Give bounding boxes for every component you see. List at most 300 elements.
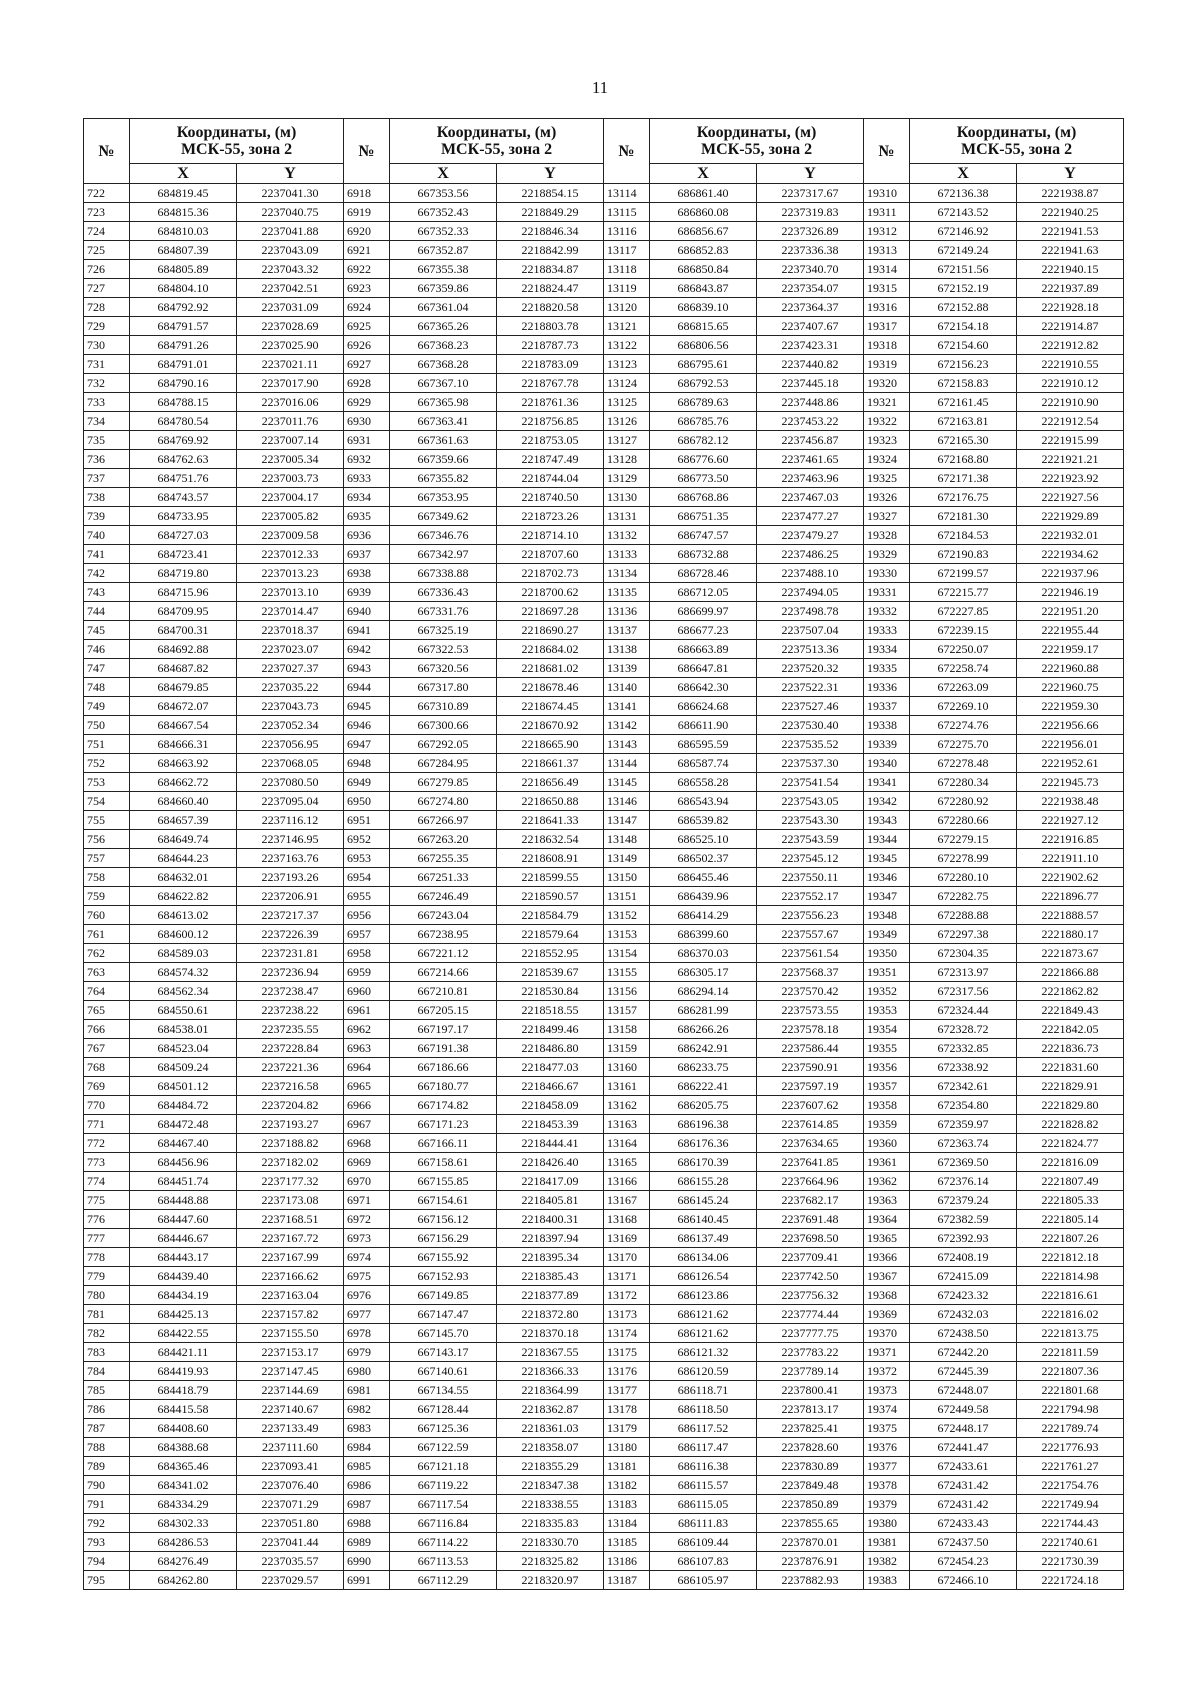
x-coordinate-cell: 667171.23 [390,1115,497,1134]
y-coordinate-cell: 2221940.15 [1017,260,1124,279]
x-coordinate-cell: 686121.62 [650,1305,757,1324]
column-header-x: X [910,164,1017,184]
y-coordinate-cell: 2218707.60 [497,545,604,564]
y-coordinate-cell: 2237461.65 [757,450,864,469]
column-header-x: X [390,164,497,184]
column-header-x: X [650,164,757,184]
point-number-cell: 761 [84,925,130,944]
point-number-cell: 13180 [604,1438,650,1457]
x-coordinate-cell: 684472.48 [130,1115,237,1134]
x-coordinate-cell: 686439.96 [650,887,757,906]
y-coordinate-cell: 2221896.77 [1017,887,1124,906]
y-coordinate-cell: 2221914.87 [1017,317,1124,336]
x-coordinate-cell: 672158.83 [910,374,1017,393]
x-coordinate-cell: 684467.40 [130,1134,237,1153]
y-coordinate-cell: 2221916.85 [1017,830,1124,849]
x-coordinate-cell: 686785.76 [650,412,757,431]
point-number-cell: 19334 [864,640,910,659]
y-coordinate-cell: 2221749.94 [1017,1495,1124,1514]
table-row [84,431,1124,450]
point-number-cell: 6945 [344,697,390,716]
point-number-cell: 727 [84,279,130,298]
y-coordinate-cell: 2237552.17 [757,887,864,906]
page-number: 11 [591,78,609,97]
column-header-x: X [130,164,237,184]
point-number-cell: 13155 [604,963,650,982]
table-row [84,1362,1124,1381]
point-number-cell: 19370 [864,1324,910,1343]
table-row [84,811,1124,830]
point-number-cell: 19335 [864,659,910,678]
point-number-cell: 729 [84,317,130,336]
x-coordinate-cell: 686266.26 [650,1020,757,1039]
point-number-cell: 6966 [344,1096,390,1115]
y-coordinate-cell: 2218364.99 [497,1381,604,1400]
x-coordinate-cell: 672342.61 [910,1077,1017,1096]
column-header-number: № [864,119,910,184]
x-coordinate-cell: 686399.60 [650,925,757,944]
y-coordinate-cell: 2237828.60 [757,1438,864,1457]
x-coordinate-cell: 672369.50 [910,1153,1017,1172]
y-coordinate-cell: 2237217.37 [237,906,344,925]
x-coordinate-cell: 686850.84 [650,260,757,279]
x-coordinate-cell: 686502.37 [650,849,757,868]
point-number-cell: 6925 [344,317,390,336]
x-coordinate-cell: 667113.53 [390,1552,497,1571]
x-coordinate-cell: 667197.17 [390,1020,497,1039]
y-coordinate-cell: 2237634.65 [757,1134,864,1153]
y-coordinate-cell: 2237023.07 [237,640,344,659]
table-row [84,1229,1124,1248]
point-number-cell: 19329 [864,545,910,564]
point-number-cell: 13151 [604,887,650,906]
y-coordinate-cell: 2221828.82 [1017,1115,1124,1134]
point-number-cell: 19330 [864,564,910,583]
x-coordinate-cell: 684819.45 [130,184,237,203]
x-coordinate-cell: 684334.29 [130,1495,237,1514]
x-coordinate-cell: 684550.61 [130,1001,237,1020]
point-number-cell: 13123 [604,355,650,374]
x-coordinate-cell: 672163.81 [910,412,1017,431]
point-number-cell: 19336 [864,678,910,697]
point-number-cell: 19345 [864,849,910,868]
point-number-cell: 13152 [604,906,650,925]
y-coordinate-cell: 2237456.87 [757,431,864,450]
point-number-cell: 6923 [344,279,390,298]
y-coordinate-cell: 2218767.78 [497,374,604,393]
y-coordinate-cell: 2237849.48 [757,1476,864,1495]
y-coordinate-cell: 2237056.95 [237,735,344,754]
point-number-cell: 19351 [864,963,910,982]
x-coordinate-cell: 684448.88 [130,1191,237,1210]
x-coordinate-cell: 686117.47 [650,1438,757,1457]
y-coordinate-cell: 2237035.57 [237,1552,344,1571]
y-coordinate-cell: 2218700.62 [497,583,604,602]
x-coordinate-cell: 684687.82 [130,659,237,678]
x-coordinate-cell: 672433.43 [910,1514,1017,1533]
y-coordinate-cell: 2218552.95 [497,944,604,963]
x-coordinate-cell: 667140.61 [390,1362,497,1381]
y-coordinate-cell: 2218530.84 [497,982,604,1001]
x-coordinate-cell: 686105.97 [650,1571,757,1590]
x-coordinate-cell: 684562.34 [130,982,237,1001]
x-coordinate-cell: 684388.68 [130,1438,237,1457]
point-number-cell: 19357 [864,1077,910,1096]
point-number-cell: 13130 [604,488,650,507]
y-coordinate-cell: 2221816.02 [1017,1305,1124,1324]
y-coordinate-cell: 2237005.82 [237,507,344,526]
x-coordinate-cell: 672250.07 [910,640,1017,659]
x-coordinate-cell: 684365.46 [130,1457,237,1476]
point-number-cell: 19377 [864,1457,910,1476]
y-coordinate-cell: 2237698.50 [757,1229,864,1248]
x-coordinate-cell: 667246.49 [390,887,497,906]
point-number-cell: 19381 [864,1533,910,1552]
x-coordinate-cell: 684456.96 [130,1153,237,1172]
point-number-cell: 756 [84,830,130,849]
point-number-cell: 795 [84,1571,130,1590]
x-coordinate-cell: 686170.39 [650,1153,757,1172]
point-number-cell: 19380 [864,1514,910,1533]
y-coordinate-cell: 2218499.46 [497,1020,604,1039]
point-number-cell: 19325 [864,469,910,488]
x-coordinate-cell: 686677.23 [650,621,757,640]
y-coordinate-cell: 2218358.07 [497,1438,604,1457]
x-coordinate-cell: 684660.40 [130,792,237,811]
x-coordinate-cell: 686222.41 [650,1077,757,1096]
y-coordinate-cell: 2237590.91 [757,1058,864,1077]
x-coordinate-cell: 684769.92 [130,431,237,450]
x-coordinate-cell: 684751.76 [130,469,237,488]
y-coordinate-cell: 2237664.96 [757,1172,864,1191]
x-coordinate-cell: 686773.50 [650,469,757,488]
point-number-cell: 6964 [344,1058,390,1077]
y-coordinate-cell: 2218486.80 [497,1039,604,1058]
y-coordinate-cell: 2237477.27 [757,507,864,526]
point-number-cell: 19338 [864,716,910,735]
x-coordinate-cell: 684791.01 [130,355,237,374]
point-number-cell: 19375 [864,1419,910,1438]
y-coordinate-cell: 2221923.92 [1017,469,1124,488]
x-coordinate-cell: 667112.29 [390,1571,497,1590]
y-coordinate-cell: 2237168.51 [237,1210,344,1229]
point-number-cell: 6985 [344,1457,390,1476]
point-number-cell: 6953 [344,849,390,868]
y-coordinate-cell: 2221910.55 [1017,355,1124,374]
point-number-cell: 764 [84,982,130,1001]
y-coordinate-cell: 2237709.41 [757,1248,864,1267]
point-number-cell: 726 [84,260,130,279]
x-coordinate-cell: 686712.05 [650,583,757,602]
x-coordinate-cell: 684791.57 [130,317,237,336]
x-coordinate-cell: 686196.38 [650,1115,757,1134]
point-number-cell: 778 [84,1248,130,1267]
point-number-cell: 6949 [344,773,390,792]
x-coordinate-cell: 672156.23 [910,355,1017,374]
x-coordinate-cell: 684815.36 [130,203,237,222]
table-row [84,374,1124,393]
point-number-cell: 13166 [604,1172,650,1191]
x-coordinate-cell: 667145.70 [390,1324,497,1343]
table-row [84,1381,1124,1400]
y-coordinate-cell: 2237188.82 [237,1134,344,1153]
y-coordinate-cell: 2237407.67 [757,317,864,336]
point-number-cell: 19347 [864,887,910,906]
point-number-cell: 6947 [344,735,390,754]
y-coordinate-cell: 2218320.97 [497,1571,604,1590]
point-number-cell: 13144 [604,754,650,773]
point-number-cell: 793 [84,1533,130,1552]
point-number-cell: 6921 [344,241,390,260]
y-coordinate-cell: 2218347.38 [497,1476,604,1495]
table-row [84,868,1124,887]
y-coordinate-cell: 2221951.20 [1017,602,1124,621]
y-coordinate-cell: 2221956.66 [1017,716,1124,735]
x-coordinate-cell: 684719.80 [130,564,237,583]
point-number-cell: 19328 [864,526,910,545]
point-number-cell: 13129 [604,469,650,488]
point-number-cell: 6926 [344,336,390,355]
x-coordinate-cell: 667147.47 [390,1305,497,1324]
y-coordinate-cell: 2218539.67 [497,963,604,982]
x-coordinate-cell: 686768.86 [650,488,757,507]
y-coordinate-cell: 2218395.34 [497,1248,604,1267]
y-coordinate-cell: 2237157.82 [237,1305,344,1324]
table-row [84,1153,1124,1172]
x-coordinate-cell: 667243.04 [390,906,497,925]
x-coordinate-cell: 684791.26 [130,336,237,355]
x-coordinate-cell: 686414.29 [650,906,757,925]
x-coordinate-cell: 686145.24 [650,1191,757,1210]
y-coordinate-cell: 2218661.37 [497,754,604,773]
x-coordinate-cell: 667300.66 [390,716,497,735]
y-coordinate-cell: 2221807.49 [1017,1172,1124,1191]
x-coordinate-cell: 672359.97 [910,1115,1017,1134]
table-row [84,526,1124,545]
y-coordinate-cell: 2218417.09 [497,1172,604,1191]
x-coordinate-cell: 686121.32 [650,1343,757,1362]
x-coordinate-cell: 667310.89 [390,697,497,716]
point-number-cell: 13182 [604,1476,650,1495]
point-number-cell: 19319 [864,355,910,374]
x-coordinate-cell: 684727.03 [130,526,237,545]
y-coordinate-cell: 2237221.36 [237,1058,344,1077]
x-coordinate-cell: 686624.68 [650,697,757,716]
point-number-cell: 13178 [604,1400,650,1419]
table-row [84,1020,1124,1039]
x-coordinate-cell: 672382.59 [910,1210,1017,1229]
point-number-cell: 6961 [344,1001,390,1020]
y-coordinate-cell: 2221811.59 [1017,1343,1124,1362]
x-coordinate-cell: 672279.15 [910,830,1017,849]
point-number-cell: 13150 [604,868,650,887]
x-coordinate-cell: 686789.63 [650,393,757,412]
table-row [84,564,1124,583]
y-coordinate-cell: 2221805.33 [1017,1191,1124,1210]
x-coordinate-cell: 684804.10 [130,279,237,298]
x-coordinate-cell: 667368.23 [390,336,497,355]
point-number-cell: 6967 [344,1115,390,1134]
point-number-cell: 754 [84,792,130,811]
x-coordinate-cell: 667361.04 [390,298,497,317]
y-coordinate-cell: 2237756.32 [757,1286,864,1305]
point-number-cell: 6957 [344,925,390,944]
table-row [84,1267,1124,1286]
y-coordinate-cell: 2221829.91 [1017,1077,1124,1096]
x-coordinate-cell: 684302.33 [130,1514,237,1533]
coordinate-system-title: МСК-55, зона 2 [960,141,1073,158]
point-number-cell: 13138 [604,640,650,659]
point-number-cell: 749 [84,697,130,716]
x-coordinate-cell: 684692.88 [130,640,237,659]
y-coordinate-cell: 2218656.49 [497,773,604,792]
point-number-cell: 6968 [344,1134,390,1153]
x-coordinate-cell: 684418.79 [130,1381,237,1400]
table-row [84,735,1124,754]
x-coordinate-cell: 684622.82 [130,887,237,906]
y-coordinate-cell: 2221929.89 [1017,507,1124,526]
point-number-cell: 13175 [604,1343,650,1362]
y-coordinate-cell: 2237535.52 [757,735,864,754]
column-header-number: № [344,119,390,184]
y-coordinate-cell: 2237364.37 [757,298,864,317]
y-coordinate-cell: 2237578.18 [757,1020,864,1039]
y-coordinate-cell: 2218684.02 [497,640,604,659]
x-coordinate-cell: 686126.54 [650,1267,757,1286]
y-coordinate-cell: 2221801.68 [1017,1381,1124,1400]
point-number-cell: 773 [84,1153,130,1172]
y-coordinate-cell: 2218466.67 [497,1077,604,1096]
x-coordinate-cell: 667352.33 [390,222,497,241]
x-coordinate-cell: 667251.33 [390,868,497,887]
x-coordinate-cell: 686663.89 [650,640,757,659]
x-coordinate-cell: 672149.24 [910,241,1017,260]
x-coordinate-cell: 684788.15 [130,393,237,412]
point-number-cell: 781 [84,1305,130,1324]
y-coordinate-cell: 2237041.88 [237,222,344,241]
coordinates-title: Координаты, (м) [696,124,817,141]
y-coordinate-cell: 2221941.63 [1017,241,1124,260]
y-coordinate-cell: 2237586.44 [757,1039,864,1058]
point-number-cell: 13177 [604,1381,650,1400]
point-number-cell: 777 [84,1229,130,1248]
point-number-cell: 767 [84,1039,130,1058]
y-coordinate-cell: 2237557.67 [757,925,864,944]
x-coordinate-cell: 672423.32 [910,1286,1017,1305]
y-coordinate-cell: 2237614.85 [757,1115,864,1134]
y-coordinate-cell: 2218335.83 [497,1514,604,1533]
y-coordinate-cell: 2237068.05 [237,754,344,773]
point-number-cell: 19349 [864,925,910,944]
y-coordinate-cell: 2218747.49 [497,450,604,469]
y-coordinate-cell: 2237682.17 [757,1191,864,1210]
x-coordinate-cell: 686782.12 [650,431,757,450]
point-number-cell: 19322 [864,412,910,431]
x-coordinate-cell: 684810.03 [130,222,237,241]
point-number-cell: 789 [84,1457,130,1476]
y-coordinate-cell: 2221761.27 [1017,1457,1124,1476]
x-coordinate-cell: 672136.38 [910,184,1017,203]
y-coordinate-cell: 2218579.64 [497,925,604,944]
x-coordinate-cell: 672227.85 [910,602,1017,621]
x-coordinate-cell: 672313.97 [910,963,1017,982]
point-number-cell: 19376 [864,1438,910,1457]
x-coordinate-cell: 686587.74 [650,754,757,773]
point-number-cell: 6984 [344,1438,390,1457]
x-coordinate-cell: 667158.61 [390,1153,497,1172]
y-coordinate-cell: 2237507.04 [757,621,864,640]
y-coordinate-cell: 2218854.15 [497,184,604,203]
column-header-y: Y [237,164,344,184]
y-coordinate-cell: 2221816.09 [1017,1153,1124,1172]
point-number-cell: 13161 [604,1077,650,1096]
y-coordinate-cell: 2237494.05 [757,583,864,602]
y-coordinate-cell: 2237116.12 [237,811,344,830]
point-number-cell: 740 [84,526,130,545]
y-coordinate-cell: 2237568.37 [757,963,864,982]
y-coordinate-cell: 2218355.29 [497,1457,604,1476]
point-number-cell: 6980 [344,1362,390,1381]
y-coordinate-cell: 2221937.96 [1017,564,1124,583]
y-coordinate-cell: 2218584.79 [497,906,604,925]
table-row [84,906,1124,925]
y-coordinate-cell: 2218761.36 [497,393,604,412]
y-coordinate-cell: 2221831.60 [1017,1058,1124,1077]
point-number-cell: 792 [84,1514,130,1533]
x-coordinate-cell: 686558.28 [650,773,757,792]
point-number-cell: 747 [84,659,130,678]
x-coordinate-cell: 684632.01 [130,868,237,887]
y-coordinate-cell: 2237537.30 [757,754,864,773]
point-number-cell: 13124 [604,374,650,393]
x-coordinate-cell: 667353.56 [390,184,497,203]
point-number-cell: 783 [84,1343,130,1362]
point-number-cell: 6929 [344,393,390,412]
y-coordinate-cell: 2221812.18 [1017,1248,1124,1267]
point-number-cell: 6935 [344,507,390,526]
point-number-cell: 19383 [864,1571,910,1590]
y-coordinate-cell: 2237317.67 [757,184,864,203]
x-coordinate-cell: 667359.66 [390,450,497,469]
point-number-cell: 765 [84,1001,130,1020]
x-coordinate-cell: 667122.59 [390,1438,497,1457]
point-number-cell: 6946 [344,716,390,735]
table-row [84,1077,1124,1096]
point-number-cell: 739 [84,507,130,526]
y-coordinate-cell: 2218458.09 [497,1096,604,1115]
point-number-cell: 13125 [604,393,650,412]
x-coordinate-cell: 686242.91 [650,1039,757,1058]
y-coordinate-cell: 2221842.05 [1017,1020,1124,1039]
x-coordinate-cell: 672376.14 [910,1172,1017,1191]
x-coordinate-cell: 667214.66 [390,963,497,982]
point-number-cell: 748 [84,678,130,697]
x-coordinate-cell: 672152.88 [910,298,1017,317]
x-coordinate-cell: 672184.53 [910,526,1017,545]
point-number-cell: 19358 [864,1096,910,1115]
point-number-cell: 6938 [344,564,390,583]
point-number-cell: 19360 [864,1134,910,1153]
table-row [84,583,1124,602]
table-row [84,1172,1124,1191]
table-row [84,1495,1124,1514]
x-coordinate-cell: 684421.11 [130,1343,237,1362]
column-header-number: № [604,119,650,184]
x-coordinate-cell: 672154.60 [910,336,1017,355]
x-coordinate-cell: 667166.11 [390,1134,497,1153]
x-coordinate-cell: 672280.10 [910,868,1017,887]
y-coordinate-cell: 2237448.86 [757,393,864,412]
